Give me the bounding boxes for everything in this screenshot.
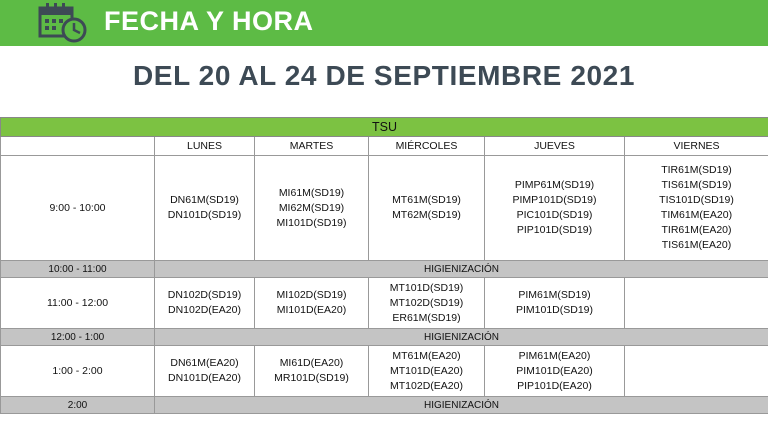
calendar-clock-icon <box>38 2 90 44</box>
time-slot: 12:00 - 1:00 <box>1 329 155 346</box>
class-cell <box>485 346 625 397</box>
class-code: MI101D(SD19) <box>276 216 347 229</box>
class-cell <box>255 346 369 397</box>
schedule-table <box>0 117 768 414</box>
class-code: PIP101D(EA20) <box>517 379 592 392</box>
class-cell <box>155 346 255 397</box>
class-code: PIP101D(SD19) <box>516 224 593 236</box>
class-code: MT61M(EA20) <box>392 349 461 362</box>
class-code: MT101D(EA20) <box>390 364 463 377</box>
day-header: JUEVES <box>485 137 625 156</box>
program-header: TSU <box>1 118 768 137</box>
class-code: MT62M(SD19) <box>392 209 461 221</box>
schedule-row <box>1 156 768 261</box>
schedule-row <box>1 278 768 329</box>
days-header-row <box>1 137 768 156</box>
class-cell <box>155 156 255 261</box>
cleaning-label: HIGIENIZACIÓN <box>155 397 768 414</box>
class-code: TIS61M(EA20) <box>661 239 732 251</box>
class-cell <box>485 156 625 261</box>
time-slot: 10:00 - 11:00 <box>1 261 155 278</box>
class-code: MT102D(SD19) <box>389 296 464 309</box>
cleaning-label: HIGIENIZACIÓN <box>155 329 768 346</box>
class-code: MI61D(EA20) <box>279 357 344 369</box>
class-code: PIM61M(SD19) <box>518 289 591 301</box>
day-header: MARTES <box>255 137 369 156</box>
class-code: MR101D(SD19) <box>274 372 349 384</box>
date-range-title: DEL 20 AL 24 DE SEPTIEMBRE 2021 <box>132 60 636 91</box>
time-slot: 2:00 <box>1 397 155 414</box>
class-cell <box>369 278 485 329</box>
class-code: MT101D(SD19) <box>389 281 464 294</box>
class-code: TIS61M(SD19) <box>661 179 732 191</box>
class-code: MI101D(EA20) <box>276 304 347 316</box>
class-code: DN102D(EA20) <box>168 304 241 316</box>
day-header: MIÉRCOLES <box>369 137 485 156</box>
cleaning-label: HIGIENIZACIÓN <box>155 261 768 278</box>
class-code: DN61M(SD19) <box>170 194 239 206</box>
class-code: PIM101D(SD19) <box>515 304 594 316</box>
class-code: PIM61M(EA20) <box>518 349 591 362</box>
class-code: MT61M(SD19) <box>392 194 461 206</box>
cleaning-row <box>1 261 768 278</box>
class-code: TIR61M(SD19) <box>661 164 732 176</box>
cleaning-row <box>1 329 768 346</box>
class-code: DN101D(SD19) <box>167 209 242 221</box>
class-code: DN61M(EA20) <box>170 357 239 369</box>
time-slot: 11:00 - 12:00 <box>1 278 155 329</box>
day-header: VIERNES <box>625 137 768 156</box>
program-header-row <box>1 118 768 137</box>
class-cell <box>625 278 768 329</box>
class-code: PIMP61M(SD19) <box>514 179 595 191</box>
class-cell <box>255 156 369 261</box>
class-cell <box>369 156 485 261</box>
class-code: PIM101D(EA20) <box>516 364 593 377</box>
class-code: TIS101D(SD19) <box>659 194 734 206</box>
class-code: ER61M(SD19) <box>392 311 461 324</box>
class-code: DN102D(SD19) <box>167 289 242 301</box>
class-code: MI62M(SD19) <box>278 201 345 214</box>
class-code: MI102D(SD19) <box>276 289 347 301</box>
header-banner <box>0 0 768 46</box>
class-cell <box>625 346 768 397</box>
time-slot: 9:00 - 10:00 <box>1 156 155 261</box>
cleaning-row <box>1 397 768 414</box>
class-cell <box>155 278 255 329</box>
class-code: MT102D(EA20) <box>390 379 463 392</box>
class-code: DN101D(EA20) <box>168 372 241 384</box>
class-code: TIM61M(EA20) <box>660 209 733 221</box>
banner-title: FECHA Y HORA <box>104 6 314 36</box>
class-code: MI61M(SD19) <box>278 186 345 199</box>
class-cell <box>369 346 485 397</box>
class-cell <box>625 156 768 261</box>
time-header <box>1 137 155 156</box>
class-code: PIC101D(SD19) <box>516 209 593 221</box>
time-slot: 1:00 - 2:00 <box>1 346 155 397</box>
schedule-row <box>1 346 768 397</box>
day-header: LUNES <box>155 137 255 156</box>
class-code: PIMP101D(SD19) <box>512 194 597 206</box>
class-code: TIR61M(EA20) <box>661 224 732 236</box>
class-cell <box>485 278 625 329</box>
class-cell <box>255 278 369 329</box>
